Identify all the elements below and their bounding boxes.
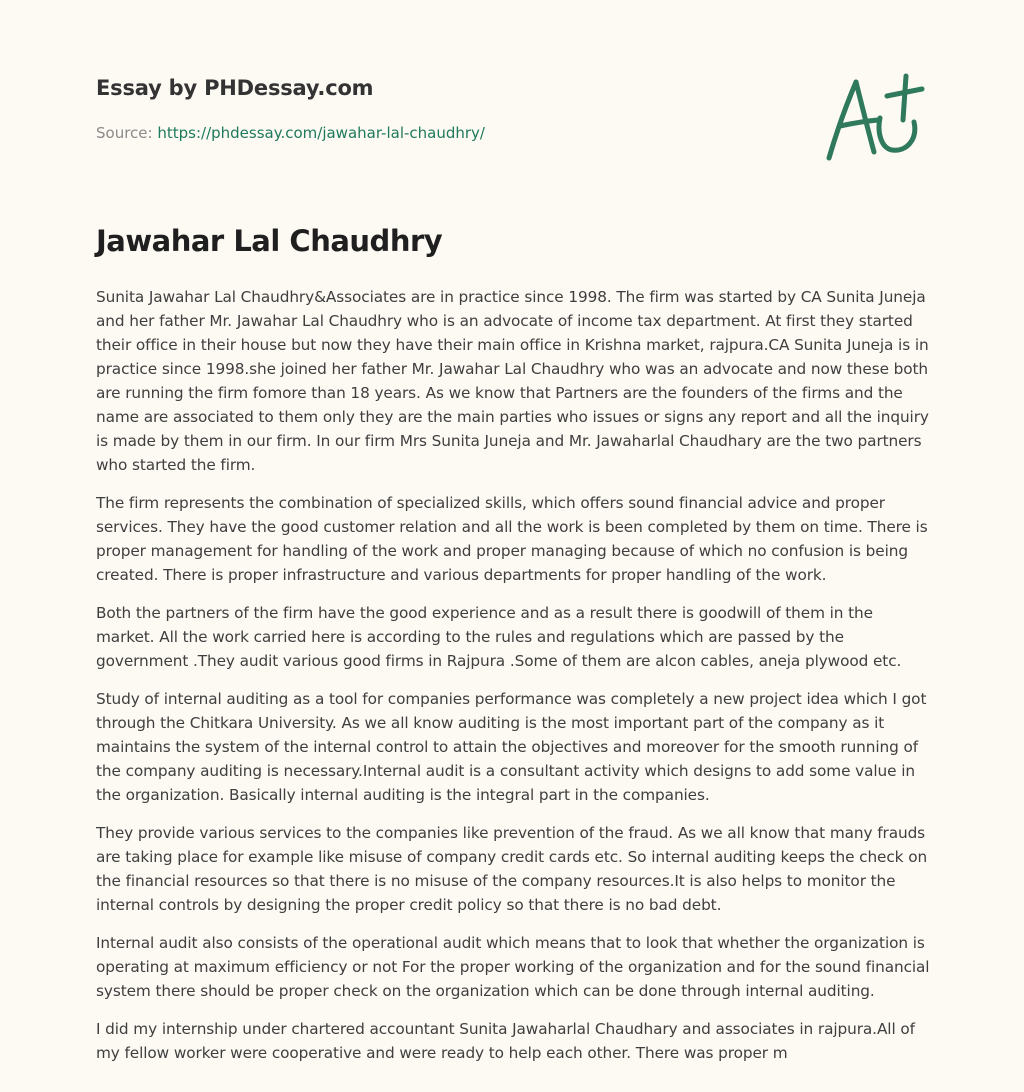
source-label: Source: [96, 124, 153, 142]
essay-paragraph: The firm represents the combination of specialized skills, which offers sound financial advice and proper services. They have the good customer relation and all the work is been completed by them on time. There is proper management for handling of the work and proper managing because of which no confusion is being created. There is proper infrastructure and various departments for proper handling of the work. [96, 494, 928, 584]
essay-paragraph: I did my internship under chartered accountant Sunita Jawaharlal Chaudhary and associates in rajpura.All of my fellow worker were cooperative and were ready to help each other. There was proper m [96, 1020, 915, 1062]
essay-paragraph: Sunita Jawahar Lal Chaudhry&Associates are in practice since 1998. The firm was started by CA Sunita Juneja and her father Mr. Jawahar Lal Chaudhry who is an advocate of income tax department. At first they started their office in their house but now they have their main office in Krishna market, rajpura.CA Sunita Juneja is in practice since 1998.she joined her father Mr. Jawahar Lal Chaudhry who was an advocate and now these both are running the firm fomore than 18 years. As we know that Partners are the founders of the firms and the name are associated to them only they are the main parties who issues or signs any report and all the inquiry is made by them in our firm. In our firm Mrs Sunita Juneja and Mr. Jawaharlal Chaudhary are the two partners who started the firm. [96, 288, 929, 474]
essay-paragraph: Study of internal auditing as a tool for companies performance was completely a new project idea which I got through the Chitkara University. As we all know auditing is the most important part of the company as it maintains the system of the internal control to attain the objectives and moreover for the smooth running of the company auditing is necessary.Internal audit is a consultant activity which designs to add some value in the organization. Basically internal auditing is the integral part in the companies. [96, 690, 927, 804]
a-plus-grade-icon [822, 68, 926, 164]
site-title: Essay by PHDessay.com [96, 76, 374, 100]
essay-paragraph: Internal audit also consists of the operational audit which means that to look that whether the organization is operating at maximum efficiency or not For the proper working of the organization and for the sound financial system there should be proper check on the organization which can be done through internal auditing. [96, 934, 930, 1000]
essay-paragraph: They provide various services to the companies like prevention of the fraud. As we all know that many frauds are taking place for example like misuse of company credit cards etc. So internal auditing keeps the check on the financial resources so that there is no misuse of the company resources.It is also helps to monitor the internal controls by designing the proper credit policy so that there is no bad debt. [96, 824, 928, 914]
essay-paragraph: Both the partners of the firm have the good experience and as a result there is goodwill of them in the market. All the work carried here is according to the rules and regulations which are passed by the government .They audit various good firms in Rajpura .Some of them are alcon cables, aneja plywood etc. [96, 604, 902, 670]
essay-title: Jawahar Lal Chaudhry [96, 224, 443, 258]
source-line [96, 124, 485, 142]
essay-body [96, 285, 930, 1079]
source-link[interactable]: https://phdessay.com/jawahar-lal-chaudhry/ [157, 124, 485, 142]
